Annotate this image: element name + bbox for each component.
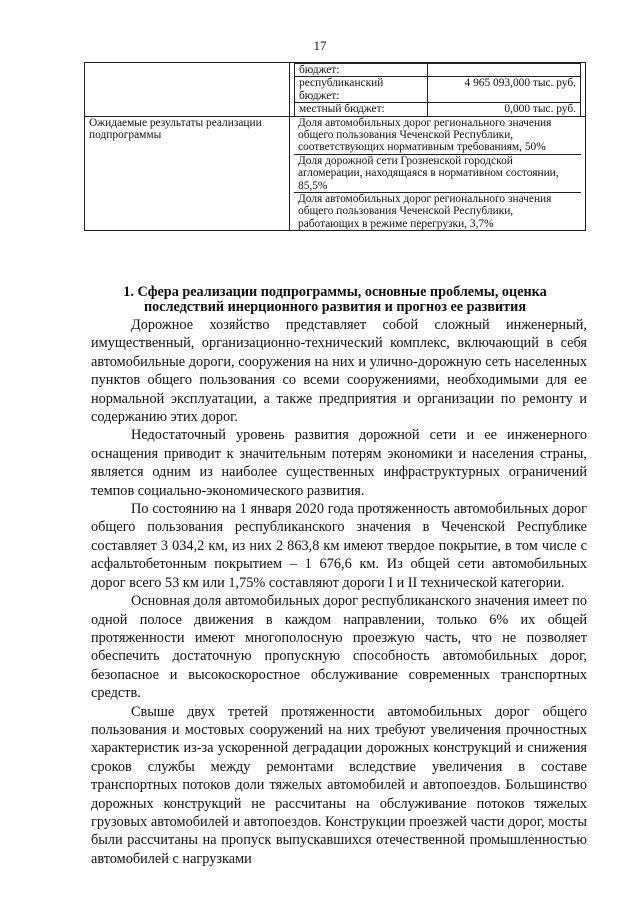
budget-source-value: 0,000 тыс. руб.: [428, 103, 581, 116]
result-item: Доля автомобильных дорог регионального значения общего пользования Чеченской Республики, соответствующих нормативным требованиям, 50%: [294, 117, 581, 155]
budget-label-cell: [85, 63, 290, 117]
paragraph: По состоянию на 1 января 2020 года протяженность автомобильных дорог общего пользования республиканского значения в Чеченской Республике составляет 3 034,2 км, из них 2 863,8 км имеют твердое покрытие, в том числе с асфальтобетонным покрытием – 1 676,6 км. Из общей сети автомобильных дорог всего 53 км или 1,75% составляют дороги I и II технической категории.: [91, 501, 587, 591]
budget-source-name: бюджет:: [295, 64, 428, 77]
budget-subrow: [295, 103, 581, 116]
budget-source-name: республиканский бюджет:: [295, 77, 428, 103]
budget-breakdown: [294, 63, 581, 116]
results-list: [294, 117, 581, 231]
paragraph: Свыше двух третей протяженности автомобильных дорог общего пользования и мостовых сооружений на них требуют увеличения прочностных характеристик из-за ускоренной деградации дорожных конструкций и снижения сроков службы между ремонтами вследствие увеличения в составе транспортных потоков доли тяжелых автомобилей и автопоездов. Большинство дорожных конструкций не рассчитаны на обслуживание потоков тяжелых грузовых автомобилей и автопоездов. Конструкции проезжей части дорог, мосты были рассчитаны на пропуск выпускавшихся отечественной промышленностью автомобилей с нагрузками: [91, 703, 587, 867]
paragraph: Основная доля автомобильных дорог республиканского значения имеет по одной полосе движения в каждом направлении, только 6% их общей протяженности имеют многополосную проезжую часть, что не позволяет обеспечить достаточную пропускную способность автомобильных дорог, безопасное и высокоскоростное обслуживание современных транспортных средств.: [91, 593, 587, 702]
body-text: [91, 316, 587, 868]
results-cell: [290, 116, 586, 231]
budget-source-name: местный бюджет:: [295, 103, 428, 116]
budget-row: [85, 63, 586, 117]
section-heading: 1. Сфера реализации подпрограммы, основные проблемы, оценка последствий инерционного развития и прогноз ее развития: [123, 284, 547, 315]
budget-cell: [290, 63, 586, 117]
passport-table: [84, 62, 586, 231]
result-item: Доля дорожной сети Грозненской городской агломерации, находящаяся в нормативном состоянии, 85,5%: [294, 155, 581, 193]
result-item: Доля автомобильных дорог регионального значения общего пользования Чеченской Республики, работающих в режиме перегрузки, 3,7%: [298, 193, 552, 230]
paragraph: Недостаточный уровень развития дорожной сети и ее инженерного оснащения приводит к значительным потерям экономики и населения страны, является одним из наиболее существенных инфраструктурных ограничений темпов социально-экономического развития.: [91, 427, 587, 499]
page-number: 17: [313, 38, 327, 53]
results-row: [85, 116, 586, 231]
budget-subrow: [295, 64, 581, 77]
results-label: Ожидаемые результаты реализации подпрограммы: [85, 116, 290, 231]
budget-source-value: [428, 64, 581, 77]
budget-source-value: 4 965 093,000 тыс. руб.: [428, 77, 581, 103]
paragraph: Дорожное хозяйство представляет собой сложный инженерный, имущественный, организационно-технический комплекс, включающий в себя автомобильные дороги, сооружения на них и улично-дорожную сеть населенных пунктов общего пользования со всеми сооружениями, необходимыми для ее нормальной эксплуатации, а также предприятия и организации по ремонту и содержанию этих дорог.: [91, 317, 587, 426]
budget-subrow: [295, 77, 581, 103]
